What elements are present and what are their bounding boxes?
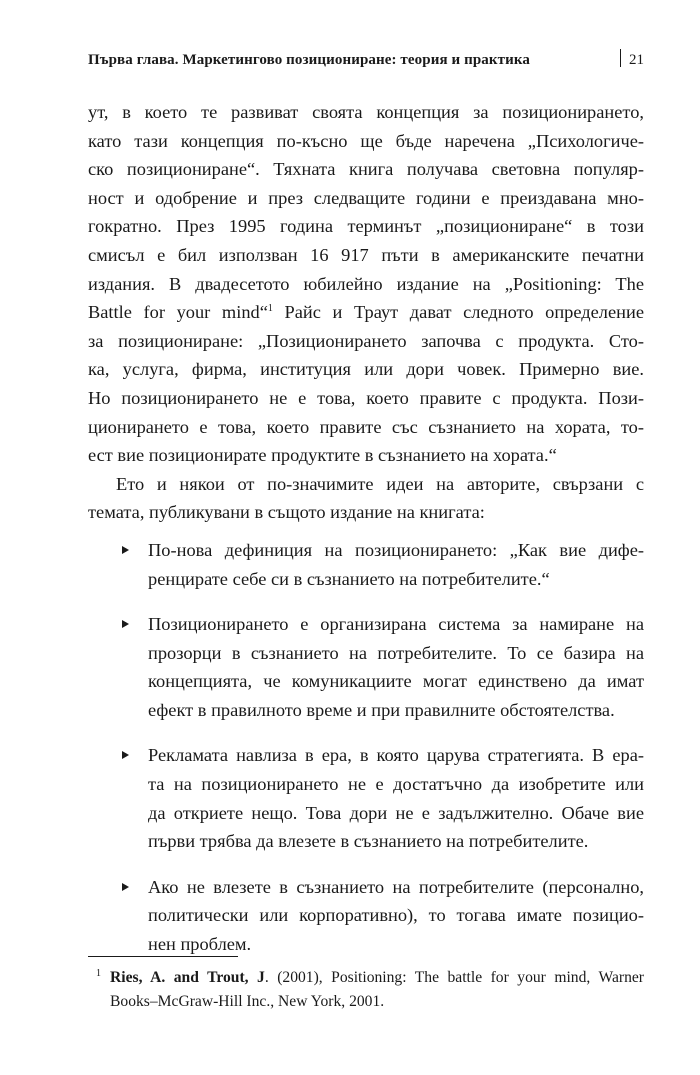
text-line: политически или корпоративно), то тогава имате позицио- [148, 905, 644, 926]
footnote-reference: 1 [267, 303, 273, 315]
text-line-with-footnote-ref [88, 298, 644, 327]
text-line: темата, публикувани в същото издание на книгата: [88, 502, 485, 523]
text-line: прозорци в съзнанието на потребителите. То се базира на [148, 642, 644, 663]
bullet-triangle-icon [122, 620, 129, 628]
page-number-block [620, 46, 644, 69]
bullet-triangle-icon [122, 546, 129, 554]
text-line: Рекламата навлиза в ера, в която царува стратегията. В ера- [148, 745, 644, 766]
footnote-line [88, 966, 644, 990]
text-line: смисъл е бил използван 16 917 пъти в американските печатни [88, 244, 644, 265]
text-line: По-нова дефиниция на позиционирането: „Как вие дифе- [148, 539, 644, 560]
header-divider [620, 49, 621, 67]
text-segment: Battle for your mind“ [88, 302, 268, 323]
page-number: 21 [629, 52, 644, 68]
paragraph-1 [88, 98, 644, 470]
chapter-title: Първа глава. Маркетингово позициониране: теория и практика [88, 52, 530, 68]
text-line: Ако не влезете в съзнанието на потребителите (персонално, [148, 876, 644, 897]
text-line: първи трябва да влезете в съзнанието на потребителите. [148, 831, 589, 852]
bullet-triangle-icon [122, 751, 129, 759]
text-line: ност и одобрение и през следващите години е преиздавана мно- [88, 187, 644, 208]
text-line: ефект в правилното време и при правилните обстоятелства. [148, 699, 615, 720]
text-line: издания. В двадесетото юбилейно издание на „Positioning: The [88, 273, 644, 294]
bullet-list [88, 536, 644, 959]
text-line: ско позициониране“. Тяхната книга получава световна популяр- [88, 159, 644, 180]
body-text [88, 98, 644, 976]
footnote-divider [88, 956, 238, 957]
bullet-item [88, 873, 644, 959]
paragraph-2 [88, 470, 644, 527]
text-line: като тази концепция по-късно ще бъде наречена „Психологиче- [88, 130, 644, 151]
running-header [88, 46, 644, 69]
bullet-item [88, 741, 644, 855]
text-line: Но позиционирането не е това, което правите с продукта. Пози- [88, 387, 644, 408]
footnote-citation: . (2001), Positioning: The battle for your mind, Warner [264, 969, 644, 986]
text-line: за позициониране: „Позиционирането започва с продукта. Сто- [88, 330, 644, 351]
bullet-triangle-icon [122, 883, 129, 891]
text-line: ест вие позиционирате продуктите в съзнанието на хората.“ [88, 445, 557, 466]
text-line: ут, в което те развиват своята концепция за позиционирането, [88, 102, 644, 122]
text-line: гократно. През 1995 година терминът „позициониране“ в този [88, 216, 644, 237]
footnote-line: Books–McGraw-Hill Inc., New York, 2001. [110, 992, 385, 1010]
bullet-item [88, 610, 644, 724]
text-line: Ето и някои от по-значимите идеи на авторите, свързани с [116, 473, 644, 494]
footnote-authors: Ries, A. and Trout, J [110, 969, 265, 986]
text-line: ционирането е това, което правите със съзнанието на хората, то- [88, 416, 644, 437]
text-line: та на позиционирането не е достатъчно да изобретите или [148, 774, 644, 795]
bullet-item [88, 536, 644, 593]
text-segment: Райс и Траут дават следното определение [272, 302, 644, 323]
text-line: Позиционирането е организирана система за намиране на [148, 614, 644, 635]
text-line: ка, услуга, фирма, институция или дори човек. Примерно вие. [88, 359, 644, 380]
footnote-number: 1 [96, 968, 101, 979]
text-line: ренцирате себе си в съзнанието на потребителите.“ [148, 568, 550, 589]
text-line: нен проблем. [148, 934, 252, 955]
footnote [88, 966, 644, 1013]
text-line: да откриете нещо. Това дори не е задължително. Обаче вие [148, 802, 644, 823]
text-line: концепцията, че комуникациите могат единствено да имат [148, 671, 644, 692]
